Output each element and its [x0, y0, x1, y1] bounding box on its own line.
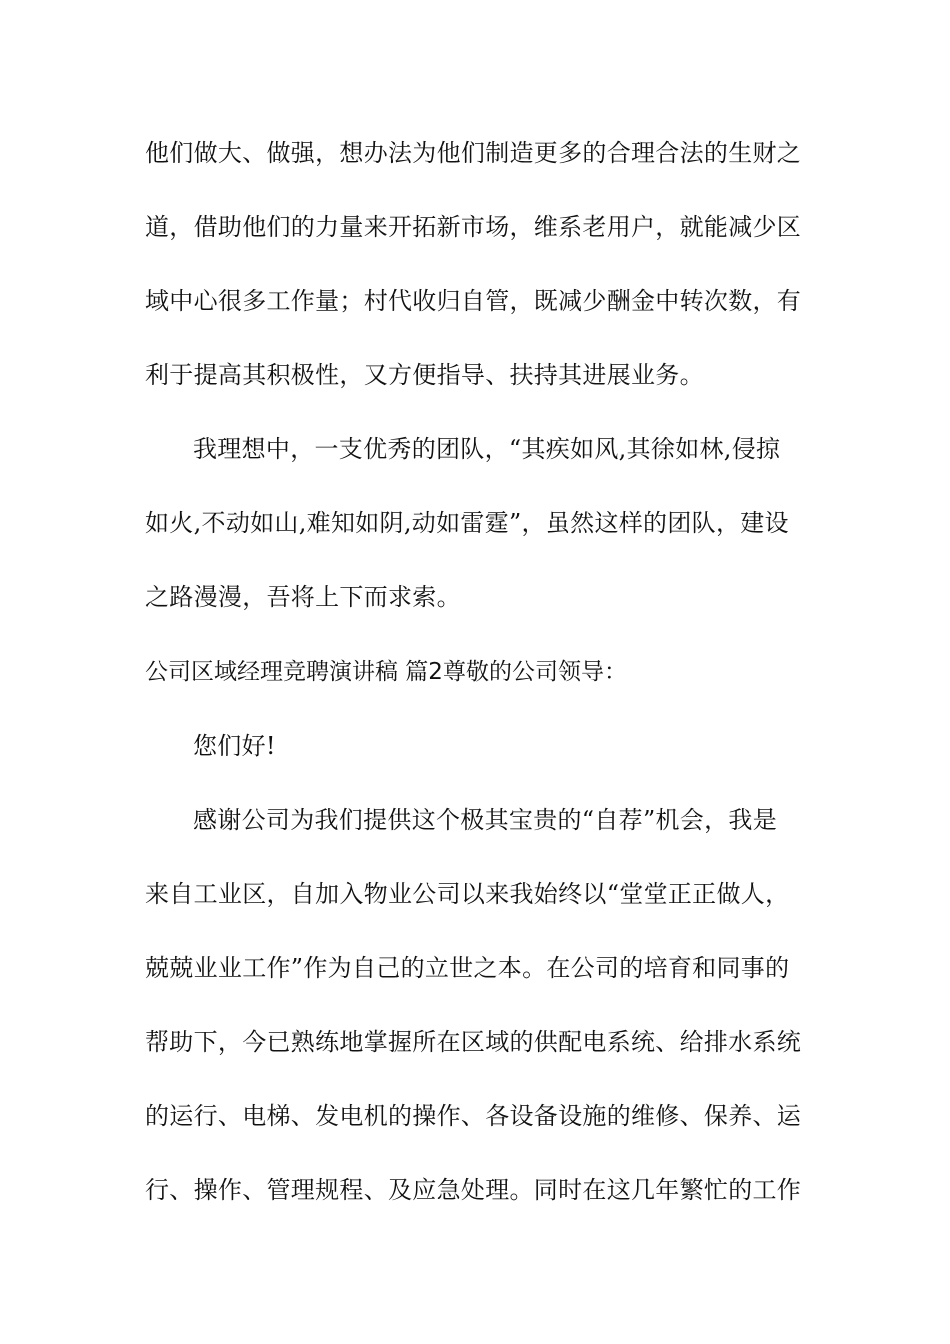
text-line: 域中心很多工作量；村代收归自管，既减少酬金中转次数，有 — [145, 287, 802, 315]
section-heading: 公司区域经理竞聘演讲稿 篇2尊敬的公司领导： — [145, 659, 627, 685]
text-line: 的运行、电梯、发电机的操作、各设备设施的维修、保养、运 — [145, 1102, 802, 1130]
paragraph-first-line: 我理想中，一支优秀的团队，“其疾如风,其徐如林,侵掠 — [193, 435, 781, 463]
text-line: 利于提高其积极性，又方便指导、扶持其进展业务。 — [145, 361, 704, 389]
text-line: 道，借助他们的力量来开拓新市场，维系老用户，就能减少区 — [145, 213, 802, 241]
paragraph-first-line: 感谢公司为我们提供这个极其宝贵的“自荐”机会，我是 — [193, 806, 778, 834]
text-line: 来自工业区，自加入物业公司以来我始终以“堂堂正正做人， — [145, 880, 790, 908]
text-line: 之路漫漫，吾将上下而求索。 — [145, 583, 461, 611]
text-line: 行、操作、管理规程、及应急处理。同时在这几年繁忙的工作 — [145, 1176, 802, 1204]
text-line: 帮助下，今已熟练地掌握所在区域的供配电系统、给排水系统 — [145, 1028, 802, 1056]
greeting-line: 您们好! — [193, 732, 276, 760]
text-line: 如火,不动如山,难知如阴,动如雷霆”，虽然这样的团队，建设 — [145, 509, 789, 537]
text-line: 他们做大、做强，想办法为他们制造更多的合理合法的生财之 — [145, 139, 802, 167]
text-line: 兢兢业业工作”作为自己的立世之本。在公司的培育和同事的 — [145, 954, 790, 982]
